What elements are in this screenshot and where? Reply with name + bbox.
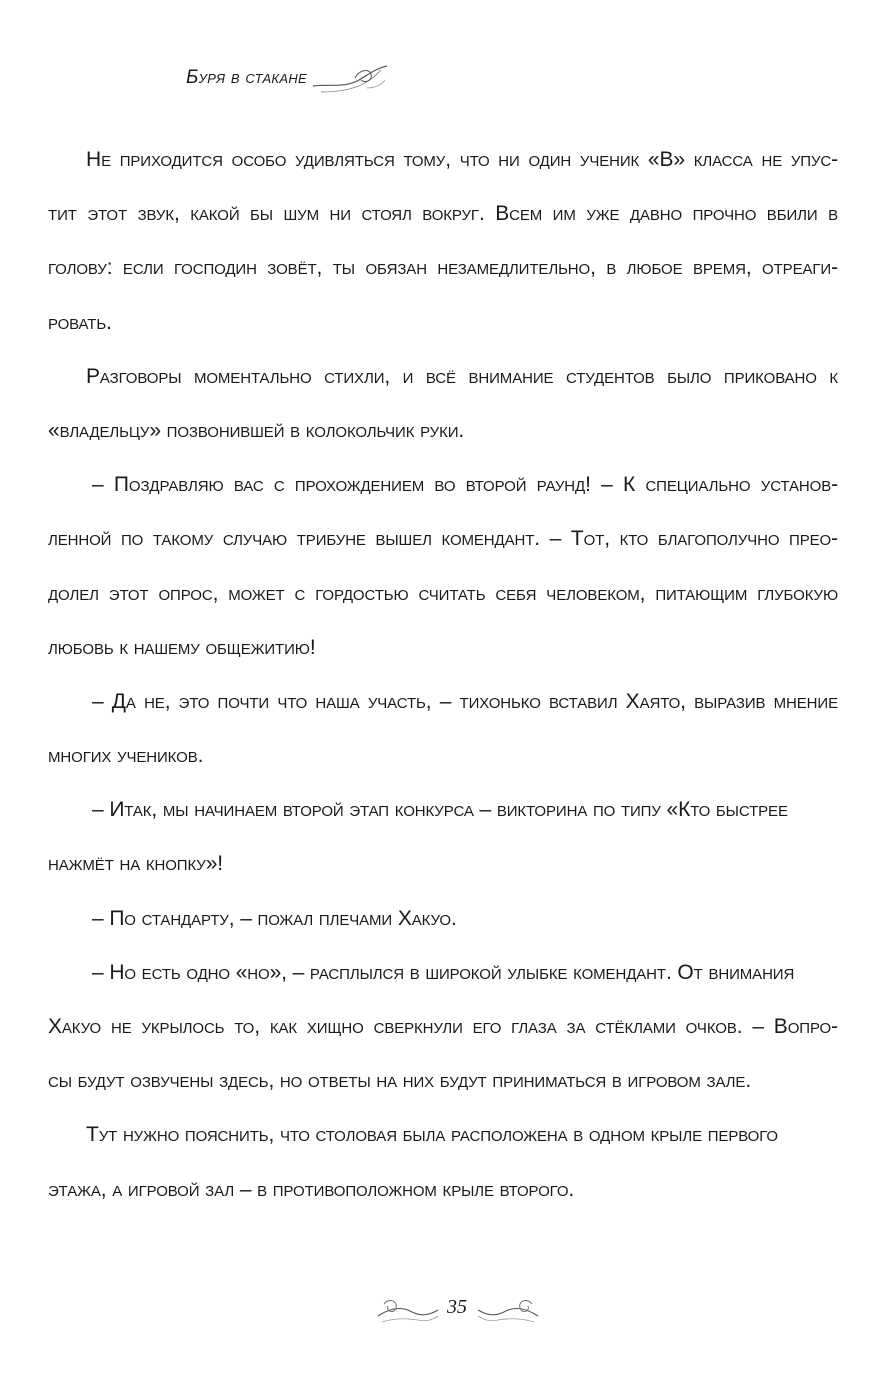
text-line: Хакуо не укрылось то, как хищно сверкнули его глаза за стёклами очков. – Вопро- xyxy=(48,1015,838,1038)
flourish-right-icon xyxy=(476,1294,540,1326)
body-text xyxy=(48,133,838,1217)
text-line: ленной по такому случаю трибуне вышел комендант. – Тот, кто благополучно прео- xyxy=(48,527,838,551)
text-line: – Да не, это почти что наша участь, – тихонько вставил Хаято, выразив мнение xyxy=(92,689,838,713)
text-line: ровать. xyxy=(48,310,112,334)
text-line: – Но есть одно «но», – расплылся в широкой улыбке комендант. От внимания xyxy=(92,960,795,984)
flourish-left-icon xyxy=(376,1294,440,1326)
text-line: любовь к нашему общежитию! xyxy=(48,635,316,659)
text-line: «владельцу» позвонившей в колокольчик руки. xyxy=(48,418,465,442)
running-title: Буря в стакане xyxy=(186,67,308,88)
page-header xyxy=(186,58,391,98)
text-line: Разговоры моментально стихли, и всё внимание студентов было приковано к xyxy=(86,364,838,388)
text-line: – По стандарту, – пожал плечами Хакуо. xyxy=(92,906,457,930)
text-line: многих учеников. xyxy=(48,744,204,768)
text-line: долел этот опрос, может с гордостью считать себя человеком, питающим глубокую xyxy=(48,581,838,605)
page-footer xyxy=(376,1290,536,1330)
text-line: тит этот звук, какой бы шум ни стоял вокруг. Всем им уже давно прочно вбили в xyxy=(48,202,838,226)
text-line: нажмёт на кнопку»! xyxy=(48,852,224,876)
text-line: сы будут озвучены здесь, но ответы на них будут приниматься в игровом зале. xyxy=(48,1069,752,1093)
text-line: этажа, а игровой зал – в противоположном крыле второго. xyxy=(48,1177,575,1201)
text-line: – Поздравляю вас с прохождением во второй раунд! – К специально установ- xyxy=(92,473,838,497)
text-line: – Итак, мы начинаем второй этап конкурса – викторина по типу «Кто быстрее xyxy=(92,798,788,822)
text-line: Тут нужно пояснить, что столовая была расположена в одном крыле первого xyxy=(86,1123,778,1147)
text-line: Не приходится особо удивляться тому, что ни один ученик «В» класса не упус- xyxy=(86,148,838,171)
text-line: голову: если господин зовёт, ты обязан незамедлительно, в любое время, отреаги- xyxy=(48,256,838,280)
flourish-ornament-icon xyxy=(311,58,391,98)
page-number: 35 xyxy=(447,1296,467,1318)
